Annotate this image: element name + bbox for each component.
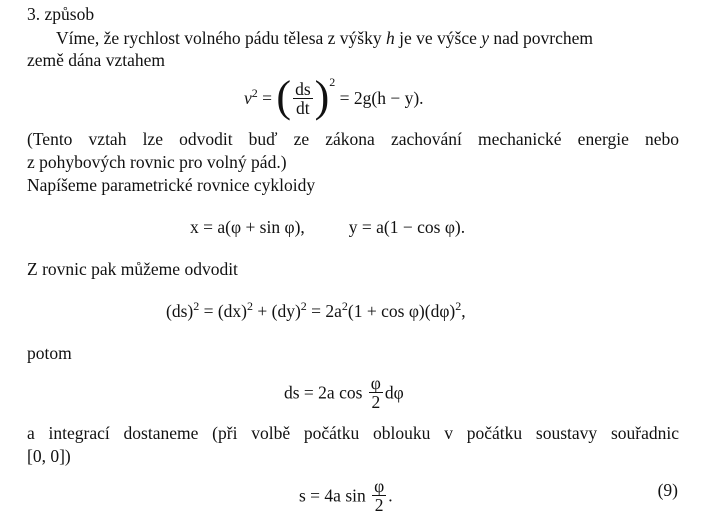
para1-text-b: je ve výšce bbox=[394, 28, 482, 48]
equation-arc-element bbox=[166, 300, 466, 324]
eq2-y: y = a(1 − cos φ). bbox=[348, 217, 466, 237]
equation-ds bbox=[284, 373, 404, 413]
eq3-sq-3: 2 bbox=[300, 299, 307, 313]
eq1-frac-num: ds bbox=[295, 78, 311, 99]
eq1-exponent-1: 2 bbox=[251, 86, 258, 101]
paragraph-1-line-1 bbox=[56, 27, 593, 49]
eq3-part-3: + (dy) bbox=[253, 301, 301, 321]
eq1-rhs: = 2g(h − y). bbox=[335, 88, 424, 109]
eq4-frac-num: φ bbox=[370, 373, 381, 393]
eq4-fraction bbox=[369, 374, 383, 411]
eq5-rhs: . bbox=[388, 485, 393, 506]
eq3-part-2: = (dx) bbox=[199, 301, 247, 321]
equation-cycloid bbox=[190, 216, 465, 238]
eq1-exponent-2: 2 bbox=[329, 75, 336, 90]
equation-velocity bbox=[244, 72, 424, 121]
paragraph-5-line-1: a integrací dostaneme (při volbě počátku oblouku v počátku soustavy souřadnic bbox=[27, 423, 679, 443]
paragraph-1-line-2: země dána vztahem bbox=[27, 50, 165, 70]
eq3-sq-5: 2 bbox=[455, 299, 462, 313]
equation-arc-length bbox=[299, 476, 393, 516]
eq3-part-6: , bbox=[461, 301, 466, 321]
eq3-sq-1: 2 bbox=[193, 299, 200, 313]
eq3-sq-2: 2 bbox=[247, 299, 253, 313]
var-h: h bbox=[385, 28, 395, 48]
para1-text-c: nad povrchem bbox=[489, 28, 594, 48]
eq4-frac-den: 2 bbox=[369, 392, 383, 411]
eq5-frac-num: φ bbox=[374, 476, 385, 496]
eq5-fraction bbox=[372, 477, 386, 514]
paragraph-3: Z rovnic pak můžeme odvodit bbox=[27, 259, 238, 279]
paragraph-2-line-3: Napíšeme parametrické rovnice cykloidy bbox=[27, 175, 316, 195]
eq1-v: v bbox=[244, 88, 252, 109]
eq5-frac-den: 2 bbox=[372, 495, 386, 514]
paragraph-2-line-2: z pohybových rovnic pro volný pád.) bbox=[27, 152, 287, 172]
eq3-part-4: = 2a bbox=[306, 301, 342, 321]
eq3-part-1: (ds) bbox=[166, 301, 194, 321]
eq4-rhs: dφ bbox=[384, 382, 404, 403]
eq1-right-paren: ) bbox=[314, 72, 330, 121]
eq2-x: x = a(φ + sin φ), bbox=[190, 217, 305, 237]
eq1-equals: = bbox=[257, 88, 277, 109]
eq3-part-5: (1 + cos φ)(dφ) bbox=[347, 301, 456, 321]
eq1-left-paren: ( bbox=[276, 72, 292, 121]
eq5-lhs: s = 4a sin bbox=[299, 485, 371, 506]
var-y: y bbox=[481, 28, 490, 48]
paragraph-2-line-1: (Tento vztah lze odvodit buď ze zákona zachování mechanické energie nebo bbox=[27, 129, 679, 149]
equation-number: (9) bbox=[657, 480, 678, 500]
eq4-lhs: ds = 2a cos bbox=[284, 382, 367, 403]
eq3-sq-4: 2 bbox=[341, 299, 348, 313]
paragraph-4: potom bbox=[27, 343, 72, 363]
para1-text-a: Víme, že rychlost volného pádu tělesa z výšky bbox=[56, 28, 386, 48]
eq1-frac-den: dt bbox=[293, 98, 313, 117]
eq1-fraction bbox=[293, 80, 313, 117]
paragraph-5-line-2: [0, 0]) bbox=[27, 446, 71, 466]
section-heading: 3. způsob bbox=[27, 4, 95, 24]
